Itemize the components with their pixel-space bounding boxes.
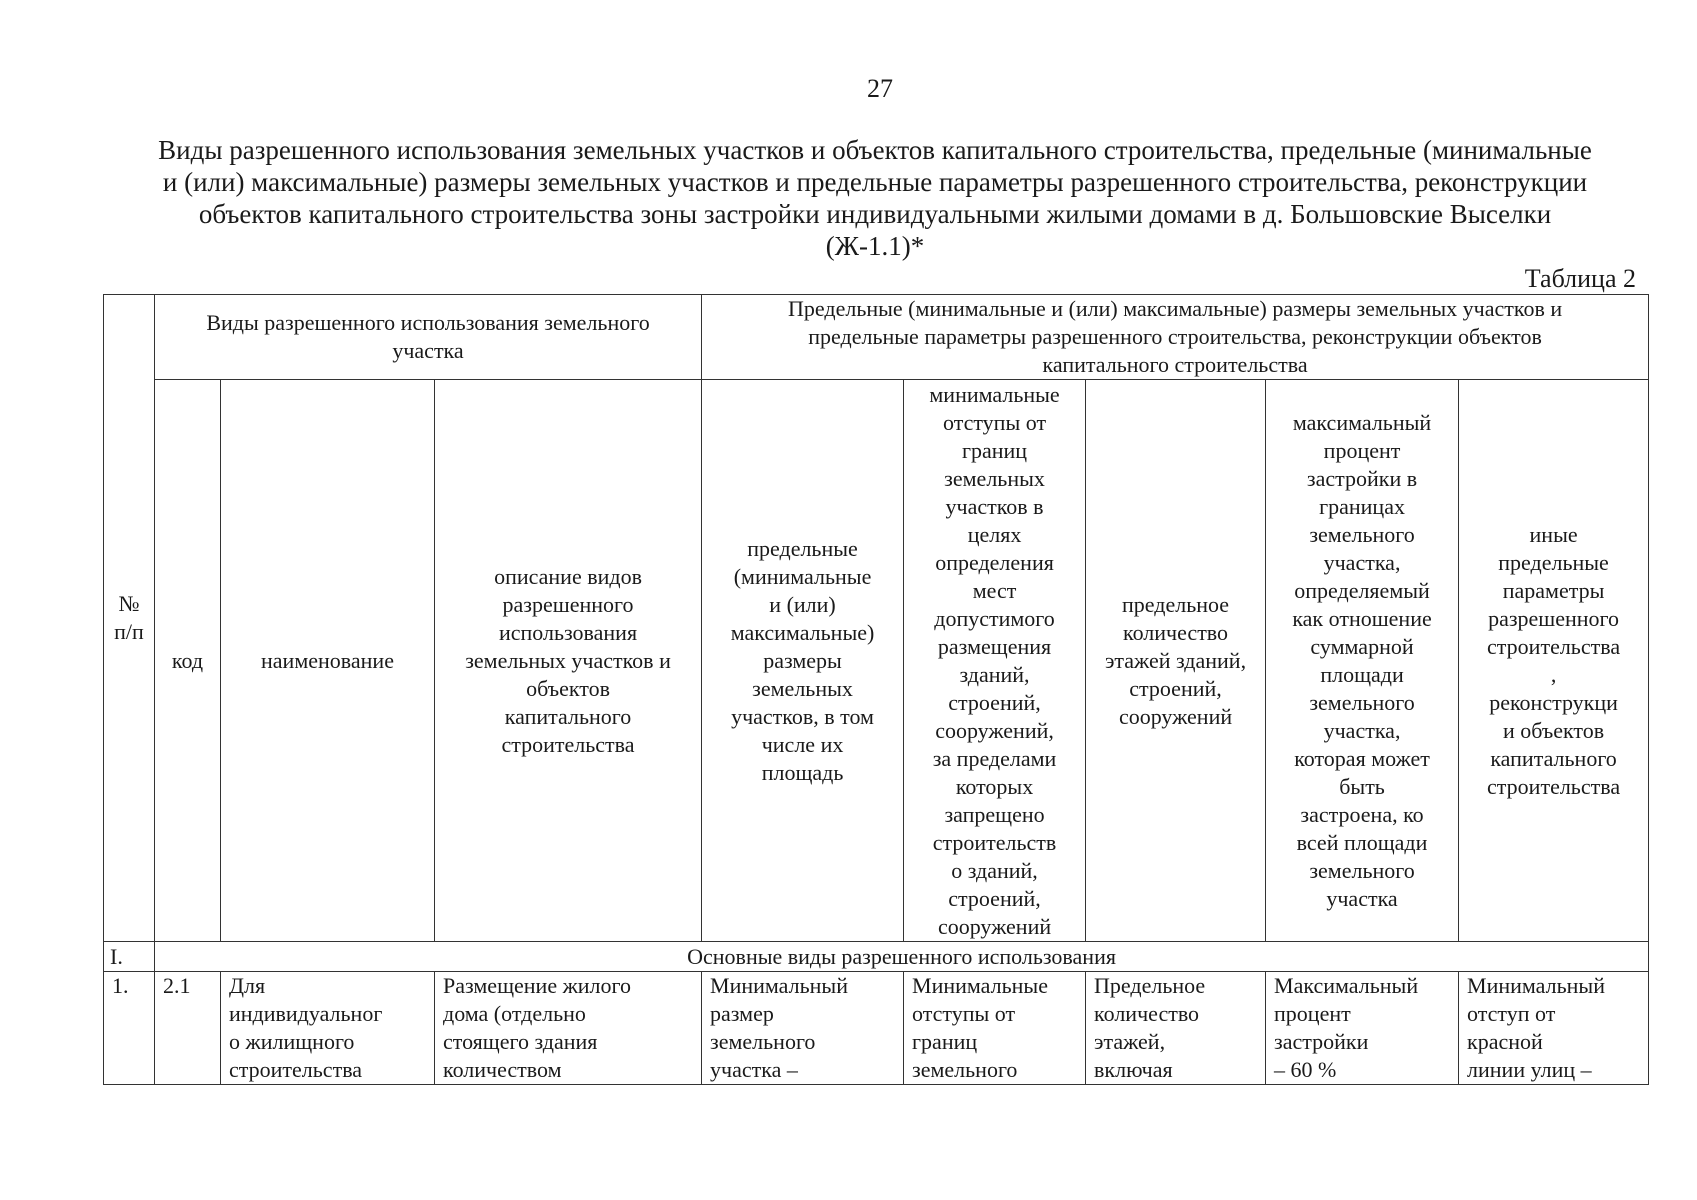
cell-setback: Минимальные отступы от границ земельного xyxy=(904,972,1086,1085)
page-number: 27 xyxy=(867,74,893,103)
cell-name: Для индивидуальног о жилищного строительства xyxy=(221,972,435,1085)
title-line: и (или) максимальные) размеры земельных участков и предельные параметры разрешенного строительства, реконструкции xyxy=(162,167,1588,197)
header-floors: предельное количество этажей зданий, строений, сооружений xyxy=(1086,380,1266,942)
header-other-params: иные предельные параметры разрешенного строительства , реконструкци и объектов капитального строительства xyxy=(1459,380,1649,942)
header-setback: минимальные отступы от границ земельных участков в целях определения мест допустимого размещения зданий, строений, сооружений, за пределами которых запрещено строительств о зданий, строений, сооружений xyxy=(904,380,1086,942)
header-number: № п/п xyxy=(104,295,155,942)
title-line: Виды разрешенного использования земельных участков и объектов капитального строительства, предельные (минимальные xyxy=(158,135,1592,165)
header-description: описание видов разрешенного использования земельных участков и объектов капитального строительства xyxy=(435,380,702,942)
header-code: код xyxy=(155,380,221,942)
header-coverage: максимальный процент застройки в границах земельного участка, определяемый как отношение суммарной площади земельного участка, которая может быть застроена, ко всей площади земельного участка xyxy=(1266,380,1459,942)
cell-plot-size: Минимальный размер земельного участка – xyxy=(702,972,904,1085)
cell-description: Размещение жилого дома (отдельно стоящего здания количеством xyxy=(435,972,702,1085)
header-row-groups xyxy=(104,295,1649,380)
table-caption: Таблица 2 xyxy=(1524,264,1636,293)
title-line: объектов капитального строительства зоны застройки индивидуальными жилыми домами в д. Большовские Выселки xyxy=(198,199,1552,229)
cell-floors: Предельное количество этажей, включая xyxy=(1086,972,1266,1085)
title-line: (Ж-1.1)* xyxy=(825,231,925,261)
document-title xyxy=(105,134,1645,262)
header-plot-size: предельные (минимальные и (или) максимальные) размеры земельных участков, в том числе их площадь xyxy=(702,380,904,942)
header-group-usage: Виды разрешенного использования земельного участка xyxy=(155,295,702,380)
cell-coverage: Максимальный процент застройки – 60 % xyxy=(1266,972,1459,1085)
cell-number: 1. xyxy=(104,972,155,1085)
header-name: наименование xyxy=(221,380,435,942)
header-group-params: Предельные (минимальные и (или) максимальные) размеры земельных участков и предельные параметры разрешенного строительства, реконструкции объектов капитального строительства xyxy=(702,295,1649,380)
cell-code: 2.1 xyxy=(155,972,221,1085)
table-row xyxy=(104,972,1649,1085)
section-row xyxy=(104,942,1649,972)
section-number: I. xyxy=(104,942,155,972)
land-use-table xyxy=(103,294,1649,1085)
cell-other-params: Минимальный отступ от красной линии улиц – xyxy=(1459,972,1649,1085)
header-row-columns xyxy=(104,380,1649,942)
section-label: Основные виды разрешенного использования xyxy=(155,942,1649,972)
